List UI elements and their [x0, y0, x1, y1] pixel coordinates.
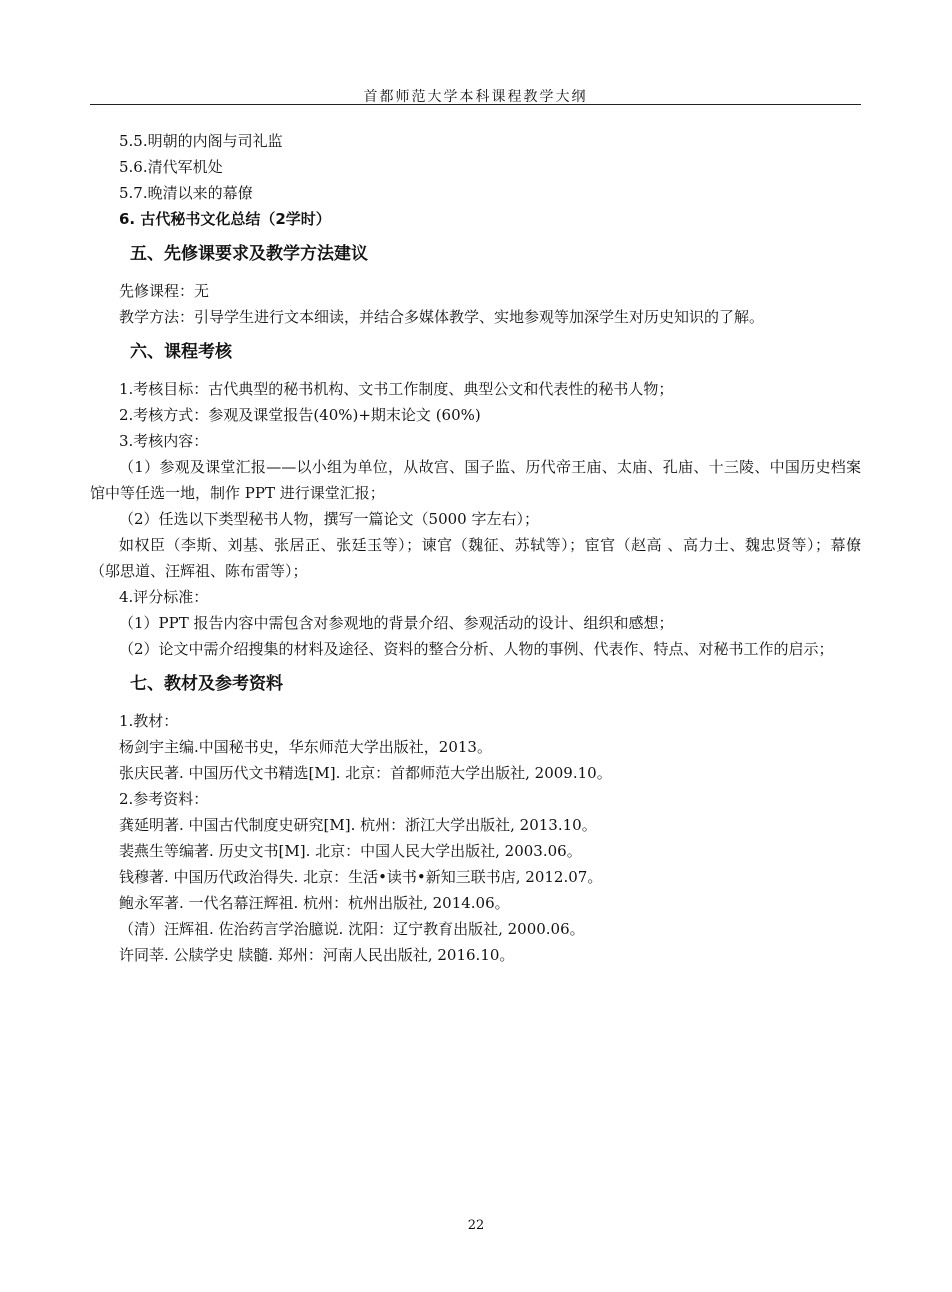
- reference-item: 裴燕生等编著. 历史文书[M]. 北京：中国人民大学出版社, 2003.06。: [119, 842, 582, 860]
- list-item-5-7: 5.7.晚清以来的幕僚: [119, 184, 253, 202]
- method-text: 教学方法：引导学生进行文本细读，并结合多媒体教学、实地参观等加深学生对历史知识的了解。: [119, 308, 765, 326]
- list-item-6: 6. 古代秘书文化总结（2学时）: [119, 210, 331, 228]
- section-heading-assessment: 六、课程考核: [130, 342, 232, 362]
- header-rule: [90, 104, 861, 105]
- page-number: 22: [467, 1218, 485, 1233]
- criteria-1: （1）PPT 报告内容中需包含对参观地的背景介绍、参观活动的设计、组织和感想；: [119, 614, 674, 632]
- reference-item: （清）汪辉祖. 佐治药言学治臆说. 沈阳：辽宁教育出版社, 2000.06。: [119, 920, 585, 938]
- reference-item: 鲍永军著. 一代名幕汪辉祖. 杭州：杭州出版社, 2014.06。: [119, 894, 510, 912]
- criteria-2: （2）论文中需介绍搜集的材料及途径、资料的整合分析、人物的事例、代表作、特点、对秘书工作的启示；: [119, 640, 834, 658]
- assessment-goal: 1.考核目标：古代典型的秘书机构、文书工作制度、典型公文和代表性的秘书人物；: [119, 380, 674, 398]
- criteria-label: 4.评分标准：: [119, 588, 209, 606]
- reference-item: 许同莘. 公牍学史 牍髓. 郑州：河南人民出版社, 2016.10。: [119, 946, 515, 964]
- running-header: 首都师范大学本科课程教学大纲: [363, 89, 588, 105]
- references-label: 2.参考资料：: [119, 790, 209, 808]
- assessment-content-1: （1）参观及课堂汇报——以小组为单位，从故宫、国子监、历代帝王庙、太庙、孔庙、十三陵、中国历史档案馆中等任选一地，制作 PPT 进行课堂汇报；: [90, 458, 861, 502]
- section-heading-prereq: 五、先修课要求及教学方法建议: [130, 244, 368, 264]
- reference-item: 钱穆著. 中国历代政治得失. 北京：生活•读书•新知三联书店, 2012.07。: [119, 868, 603, 886]
- assessment-content-label: 3.考核内容：: [119, 432, 209, 450]
- list-item-5-5: 5.5.明朝的内阁与司礼监: [119, 132, 283, 150]
- list-item-5-6: 5.6.清代军机处: [119, 158, 223, 176]
- assessment-content-3: 如权臣（李斯、刘基、张居正、张廷玉等）；谏官（魏征、苏轼等）；宦官（赵高 、高力士、魏忠贤等）；幕僚（邬思道、汪辉祖、陈布雷等）；: [90, 536, 861, 580]
- reference-item: 龚延明著. 中国古代制度史研究[M]. 杭州：浙江大学出版社, 2013.10。: [119, 816, 597, 834]
- textbook-label: 1.教材：: [119, 712, 179, 730]
- assessment-method: 2.考核方式：参观及课堂报告(40%)+期末论文 (60%): [119, 406, 481, 424]
- textbook-item: 张庆民著. 中国历代文书精选[M]. 北京：首都师范大学出版社, 2009.10。: [119, 764, 612, 782]
- textbook-item: 杨剑宇主编.中国秘书史，华东师范大学出版社，2013。: [119, 738, 492, 756]
- prereq-text: 先修课程：无: [119, 282, 210, 300]
- section-heading-books: 七、教材及参考资料: [130, 674, 283, 694]
- assessment-content-2: （2）任选以下类型秘书人物，撰写一篇论文（5000 字左右）；: [119, 510, 539, 528]
- page-body: [90, 128, 861, 968]
